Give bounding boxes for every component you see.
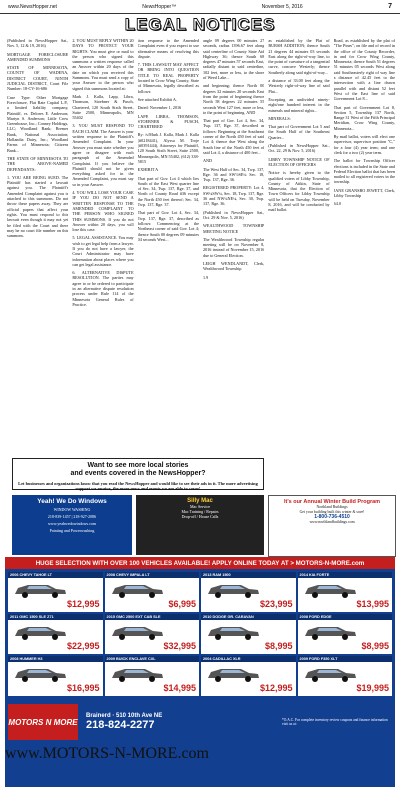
vehicle-name: 2014 KIA FORTE <box>298 572 393 578</box>
vehicle-price: $12,995 <box>66 599 100 609</box>
page-number: 7 <box>388 3 392 10</box>
legal-paragraph: That part of Gov. Lot 4, Sec. 34, Twp. 137, Rge. 37, described as follows: Commencing at the Northeast corner of said Gov. Lot 4; thence South 00 degrees 09 minutes 04 seconds West... <box>137 210 199 242</box>
car-icon <box>12 665 68 683</box>
legal-paragraph: 1.9 <box>202 274 209 280</box>
vehicle-price: $14,995 <box>163 683 196 693</box>
legal-paragraph: That part of Government Lot 8, Section 5, Township 137 North, Range 31 West of the Fifth Principal Meridian, Crow Wing County, Minnesota... <box>333 104 395 131</box>
dealer-ad-title: HUGE SELECTION WITH OVER 100 VEHICLES AVAILABLE! APPLY ONLINE TODAY AT > MOTORS-N-MORE.com <box>5 557 395 569</box>
legal-notices-title: LEGAL NOTICES <box>124 15 276 34</box>
vehicle-price: $8,995 <box>264 641 293 651</box>
legal-paragraph: Mark J. Kalla, Lapp, Libra, Thomson, Stoebner & Pusch, Chartered, 120 South Sixth Street, Suite 2500, Minneapolis, MN 55402 <box>72 93 134 121</box>
vehicle-card[interactable] <box>105 572 200 612</box>
ad-email[interactable]: www.yeahwedowindows.com <box>48 521 96 526</box>
vehicle-name: 2004 CADILLAC XLR <box>201 656 296 662</box>
car-icon <box>109 665 165 683</box>
dealer-address: Brainerd · 510 10th Ave NE <box>86 713 163 719</box>
legal-paragraph: (Published in NewsHopper Sat., Oct. 29 & Nov. 5, 2016) <box>202 209 265 220</box>
legal-paragraph: Road, as established by the plat of "The Pines"; on file and of record in the office of the County Recorder, in and for Crow Wing County, Minnesota; thence South 51 degrees 51 minutes 05 seconds West along said Southeasterly right of way line a distance of 42.45 feet to the intersection with a line drawn parallel with and distant 52 feet West of the East line of said Government Lot 8... <box>333 38 395 102</box>
ad-line2: Drop-off / House Calls <box>181 514 219 519</box>
vehicle-price: $23,995 <box>259 599 293 609</box>
car-icon <box>109 623 165 641</box>
car-icon <box>205 623 261 641</box>
legal-paragraph: a distance of 33.00 feet along the Westerly right-of-way line of said Plat... <box>268 78 330 94</box>
legal-paragraph: (Published in NewsHopper Sat., Nov. 5, 12 & 19, 2016) <box>7 38 69 49</box>
dealer-footer <box>8 702 392 742</box>
ad-headline: It's our Annual Winter Build Program <box>283 499 381 505</box>
legal-paragraph: LEIGH WENDLANDT, Clerk, Wealthwood Township <box>202 260 265 272</box>
car-dealer-ad[interactable] <box>5 557 395 787</box>
legal-paragraph: That part of Government Lot 5 and the South Half of the Southeast Quarter... <box>268 124 330 140</box>
vehicle-card[interactable] <box>201 656 296 696</box>
legal-paragraph: REGISTERED PROPERTY: Lot 4, SW¼SW¼, Sec. 18, Twp. 137, Rge. 36 and NW¼NE¼, Sec. 30, Twp. 137, Rge. 36. <box>202 185 265 207</box>
vehicle-price: $6,995 <box>168 599 196 609</box>
vehicle-card[interactable] <box>8 614 103 654</box>
car-icon <box>12 623 68 641</box>
issue-date: November 5, 2016 <box>261 3 303 10</box>
car-icon <box>205 581 261 599</box>
ad-line: Get your building built this winter & save! <box>299 509 365 514</box>
ad-silly-mac[interactable] <box>136 495 264 555</box>
car-icon <box>302 623 358 641</box>
vehicle-price: $12,995 <box>259 683 293 693</box>
legal-paragraph: 64.0 <box>333 201 341 207</box>
vehicle-name: 2006 CHEVY TAHOE LT <box>8 572 103 578</box>
vehicle-price: $22,995 <box>66 641 100 651</box>
legal-paragraph: angle 09 degrees 00 minutes 27 seconds, radius 1396.67 feet along said centerline of County State Aid Highway 36; thence South 68 degrees 47 minutes 57 seconds East, radially distant to said centerline, 102 feet, more or less, to the shore of Weed Lake... <box>202 38 265 81</box>
legal-paragraph: 5. LEGAL ASSISTANCE. You may wish to get legal help from a lawyer. If you do not have a lawyer, the Court Administrator may have information about places where you can get legal assistance. <box>72 235 134 267</box>
legal-paragraph: The ballot for Township Officer elections is included in the State and Federal Election ballot that has been mailed to all registered voters in the township. <box>333 158 395 185</box>
site-url[interactable]: www.NewsHopper.net <box>8 3 57 10</box>
legal-paragraph: AND <box>202 158 213 164</box>
legal-paragraph: 7. THIS LAWSUIT MAY AFFECT OR BRING INTO QUESTION TITLE TO REAL PROPERTY located in Crow Wing County, State of Minnesota, legally described as follows: <box>137 62 199 94</box>
car-icon <box>302 665 358 683</box>
legal-paragraph: 2. YOU MUST REPLY WITHIN 20 DAYS TO PROTECT YOUR RIGHTS. You must give or mail to the person who signed this summons a written response called an Answer within 20 days of the date on which you received this Summons. You must send a copy of your Answer to the person who signed this summons located at: <box>72 38 134 91</box>
vehicle-card[interactable] <box>201 572 296 612</box>
ad-web[interactable]: www.northlandbuildings.com <box>309 520 355 525</box>
ad-extra: Painting and Powerwashing <box>49 528 95 533</box>
vehicle-card[interactable] <box>201 614 296 654</box>
legal-paragraph: 6. ALTERNATIVE DISPUTE RESOLUTION. The parties may agree to or be ordered to participate in an alternative dispute resolution process under Rule 114 of the Minnesota General Rules of Practice. <box>72 270 134 307</box>
vehicle-price: $8,995 <box>361 641 389 651</box>
vehicle-card[interactable] <box>298 656 393 696</box>
legal-paragraph: MORTGAGE FORECLOSURE AMENDED SUMMONS <box>7 51 69 62</box>
ad-line: Mac Training / Repairs <box>181 509 219 514</box>
vehicle-name: 2008 FORD EDGE <box>298 614 393 620</box>
ad-headline: Silly Mac <box>187 498 213 504</box>
legal-paragraph: LIBBY TOWNSHIP NOTICE OF ELECTION OF OFFICERS <box>268 156 330 167</box>
car-icon <box>109 581 165 599</box>
promo-line2: and events covered in the NewsHopper? <box>70 470 206 477</box>
legal-paragraph: Excepting an undivided ninety-eight/one hundred interest in the minerals and mineral rights... <box>268 96 330 113</box>
legal-paragraph: Case Type: Other Mortgage Foreclosure, Flat Rate Capital L.P., a limited liability company, Plaintiff, vs. Delores E. Anderson; Martyn S. Anderson; Little Crow Greenhouse, Inc.; Conney Holdings, LLC; Woodland Bank; Bremer Bank, National Association; Hollandia Dairy, Inc.; Woodland Farms of Minnesota; Citizens Bank... <box>7 94 69 153</box>
vehicle-card[interactable] <box>298 572 393 612</box>
legal-paragraph: By: /s/Mark J. Kalla, Mark J. Kalla (#0218441), Alyssa M. Troje (#0391444), Attorneys for Plaintiff, 120 South Sixth Street, Suite 2500, Minneapolis, MN 55402, (612) 338-5815 <box>137 132 199 164</box>
vehicle-price: $19,995 <box>356 683 389 693</box>
page-header <box>0 0 400 14</box>
vehicle-name: 2008 HUMMER H3 <box>8 656 103 662</box>
legal-paragraph: Dated: November 1, 2016 <box>137 105 182 111</box>
dealer-url[interactable]: www.MOTORS-N-MORE.com <box>5 745 209 762</box>
ad-company: Northland Buildings <box>316 505 348 509</box>
legal-paragraph: JANE GRANSBO JEWETT, Clerk, Libby Township <box>333 187 395 199</box>
legal-paragraph: That part of Gov. Lot 4, Sec. 34, Twp. 137, Rge. 37, described as follows: Beginning at the Southeast corner of the North 450 feet of said Lot 4; thence due West along the South line of the North 450 feet of said Lot 4, a distance of 400 feet... <box>202 118 265 155</box>
vehicle-price: $32,995 <box>163 641 196 651</box>
legal-paragraph: By mail ballot, voters will elect one supervisor, supervisor position "C," for a four (4) year term; and one clerk for a two (2) year term. <box>333 134 395 155</box>
vehicle-price: $13,995 <box>356 599 389 609</box>
brand-name: NewsHopper™ <box>142 3 177 10</box>
vehicle-name: 2008 CHEVY IMPALA LT <box>105 572 200 578</box>
vehicle-card[interactable] <box>105 614 200 654</box>
vehicle-grid <box>5 569 395 699</box>
vehicle-name: 2009 FORD F350 XLT <box>298 656 393 662</box>
legal-paragraph: That part of Gov. Lot 4 which lies South of the East West quarter line of Sec. 34, Twp. 137, Rge. 37, and North of County Road #36 except the North 450 feet thereof; Sec. 34, Twp. 137, Rge. 37. <box>137 175 199 208</box>
legal-paragraph: EXHIBIT A <box>137 167 159 173</box>
vehicle-price: $16,995 <box>66 683 100 693</box>
legal-paragraph: and beginning; thence North 00 degrees 32 minutes 20 seconds East from the point of beginning thence North 58 degrees 22 minutes 55 seconds West 127 feet, more or less, to the point of beginning. AND <box>202 83 265 115</box>
vehicle-card[interactable] <box>298 614 393 654</box>
section-banner <box>0 14 400 36</box>
legal-column <box>334 38 395 538</box>
promo-body: Let businesses and organizations know that you read the NewsHopper and would like to see their ads in it. The more advertising support we receive, the more news and events we are able to cover! <box>18 481 258 491</box>
legal-paragraph: tion response to the Amended Complaint even if you expect to use alternative means of resolving this dispute. <box>137 38 199 59</box>
legal-paragraph: The Wealthwood Township regular meeting will be on November 8, 2016 instead of November 15, 2016 due to General Election. <box>202 236 265 258</box>
legal-paragraph: 3. YOU MUST RESPOND TO EACH CLAIM. The Answer is your written response to the Plaintiff's Amended Complaint. In your Answer you must state whether you agree or disagree with each paragraph of the Amended Complaint. If you believe the Plaintiff should not be given everything asked for in the Amended Complaint, you must say so in your Answer. <box>72 123 134 187</box>
vehicle-name: 2013 RAM 1500 <box>201 572 296 578</box>
vehicle-name: 2015 GMC 2500 EXT CAB SLE <box>105 614 200 620</box>
vehicle-name: 2010 DODGE GR. CARAVAN <box>201 614 296 620</box>
legal-paragraph: 1. YOU ARE BEING SUED. The Plaintiff has started a lawsuit against you. The Plaintiff's Amended Complaint against you is attached to this summons. Do not throw these papers away. They are official papers that affect your rights. You must respond to this lawsuit even though it may not yet be filed with the Court and there may be no court file number on this summons. <box>7 174 69 239</box>
ad-phone: 1-800-736-4510 <box>314 514 350 521</box>
ad-sub: WINDOW WASHING <box>53 507 91 512</box>
vehicle-card[interactable] <box>105 656 200 696</box>
legal-paragraph: 4. YOU WILL LOSE YOUR CASE IF YOU DO NOT SEND A WRITTEN RESPONSE TO THE AMENDED COMPLAINT TO THE PERSON WHO SIGNED THIS SUMMONS. If you do not Answer within 20 days, you will lose this case. <box>72 190 134 233</box>
legal-paragraph: THE STATE OF MINNESOTA TO THE ABOVE-NAMED DEFENDANTS: <box>7 155 69 172</box>
dealer-fineprint: *O.A.C. For complete inventory review coupons and finance information visit us at: <box>282 717 388 726</box>
dealer-phone: 218-824-2277 <box>86 719 155 731</box>
legal-paragraph: MINERALS: <box>268 115 291 121</box>
legal-paragraph: LAPP, LIBRA, THOMSON, STOEBNER & PUSCH, CHARTERED <box>137 113 199 130</box>
legal-paragraph: See attached Exhibit A. <box>137 96 177 102</box>
legal-paragraph: Notice is hereby given to the qualified voters of Libby Township, County of Aitkin, State of Minnesota, that the Election of Town Officers for Libby Township will be held on Tuesday, November 8, 2016, and will be conducted by mail ballot. <box>268 170 330 213</box>
vehicle-name: 2009 BUICK ENCLAVE CXL <box>105 656 200 662</box>
legal-paragraph: The West Half of Sec. 34, Twp. 137, Rge. 36 and SW½SE¼ Sec. 18, Twp. 137, Rge. 36. <box>202 166 265 183</box>
legal-paragraph: WEALTHWOOD TOWNSHIP MEETING NOTICE <box>202 223 265 234</box>
ad-northland-buildings[interactable] <box>268 495 396 557</box>
legal-paragraph: as established by the Plat of BURSH ADDITION; thence South 21 degrees 44 minutes 03 seconds East along the right-of-way line, to the point of curvature of a tangential curve, concave Westerly; thence Southerly along said right-of-way... <box>268 38 330 75</box>
legal-column <box>268 38 329 538</box>
vehicle-card[interactable] <box>8 656 103 696</box>
ad-sub: Mac Service <box>189 504 211 509</box>
legal-paragraph: (Published in NewsHopper Sat., Oct. 22, 29 & Nov. 5, 2016) <box>268 143 330 154</box>
ad-phone: 218-839-1457 | 218-927-2086 <box>47 514 97 519</box>
car-icon <box>205 665 261 683</box>
promo-line1: Want to see more local stories <box>87 462 189 469</box>
car-icon <box>302 581 358 599</box>
car-icon <box>12 581 68 599</box>
promo-box <box>12 458 264 490</box>
ad-window-washing[interactable] <box>12 495 132 555</box>
ad-headline: Yeah! We Do Windows <box>37 498 107 505</box>
legal-paragraph: STATE OF MINNESOTA, COUNTY OF WADENA, DISTRICT COURT, NINTH JUDICIAL DISTRICT, Court File Number: 18-CV-16-686 <box>7 65 69 92</box>
dealer-logo: MOTORS N MORE <box>8 704 78 740</box>
vehicle-card[interactable] <box>8 572 103 612</box>
vehicle-name: 2011 GMC 1500 SLE Z71 <box>8 614 103 620</box>
